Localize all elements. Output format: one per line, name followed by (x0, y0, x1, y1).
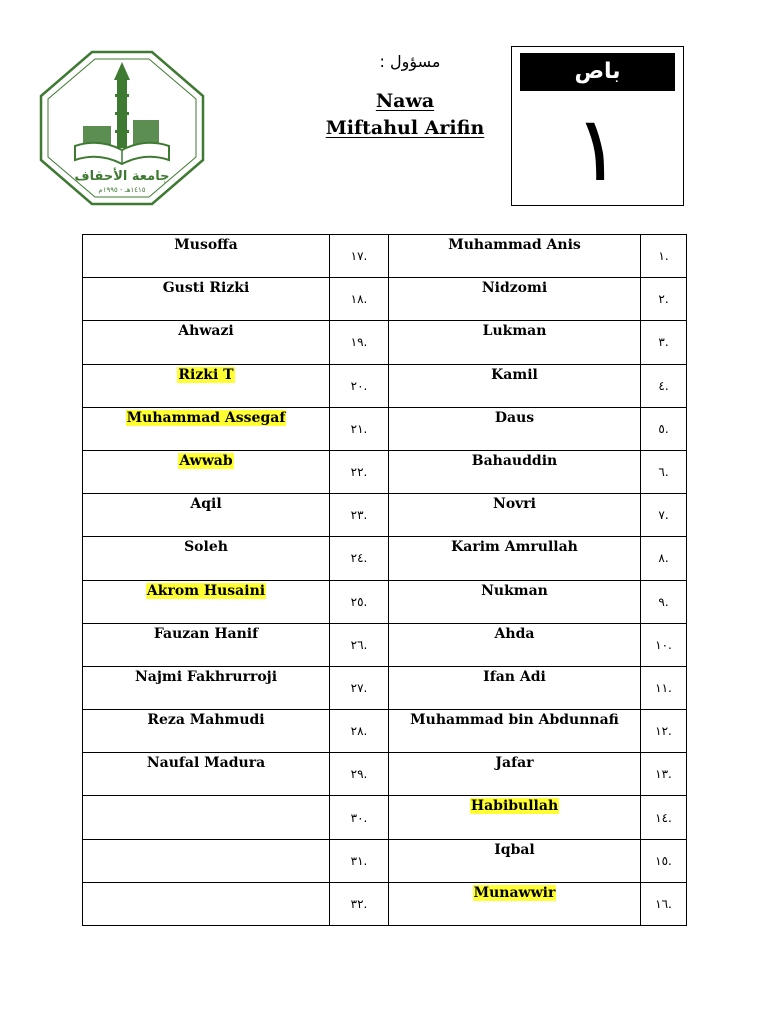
right-passenger-name: Nukman (481, 582, 548, 599)
table-row (83, 235, 687, 278)
left-passenger-name: Najmi Fakhrurroji (134, 668, 278, 685)
right-number-cell: .٦ (641, 450, 687, 493)
left-number-cell: .٣٠ (330, 796, 389, 839)
left-name-cell (83, 407, 330, 450)
left-passenger-name: Naufal Madura (146, 755, 266, 772)
left-number-cell: .٢٨ (330, 710, 389, 753)
left-name-cell (83, 494, 330, 537)
right-passenger-name: Iqbal (494, 841, 535, 858)
left-passenger-name: Awwab (179, 452, 233, 469)
right-number-cell: .٣ (641, 321, 687, 364)
leader-names (280, 88, 530, 142)
right-number-cell: .١٤ (641, 796, 687, 839)
left-passenger-name: Musoffa (174, 237, 238, 253)
table-row (83, 623, 687, 666)
right-passenger-name: Novri (493, 496, 536, 513)
left-name-cell (83, 580, 330, 623)
right-number-cell: .٨ (641, 537, 687, 580)
left-name-cell (83, 710, 330, 753)
right-passenger-name: Daus (494, 409, 535, 426)
table-row (83, 407, 687, 450)
right-name-cell (389, 753, 641, 796)
left-number-cell: .١٧ (330, 235, 389, 278)
right-number-cell: .١١ (641, 666, 687, 709)
table-row (83, 580, 687, 623)
passenger-roster-table (82, 234, 687, 926)
right-name-cell (389, 710, 641, 753)
right-number-cell: .١٣ (641, 753, 687, 796)
right-name-cell (389, 494, 641, 537)
right-name-cell (389, 882, 641, 925)
right-number-cell: .١ (641, 235, 687, 278)
right-name-cell (389, 839, 641, 882)
left-passenger-name: Aqil (190, 496, 222, 513)
bus-number-box (511, 46, 684, 206)
right-name-cell (389, 537, 641, 580)
right-passenger-name: Jafar (495, 755, 534, 772)
leader-name-2: Miftahul Arifin (325, 117, 485, 139)
table-row (83, 537, 687, 580)
left-number-cell: .٢٣ (330, 494, 389, 537)
left-number-cell: .٢٦ (330, 623, 389, 666)
left-number-cell: .١٩ (330, 321, 389, 364)
right-passenger-name: Ahda (494, 625, 535, 642)
table-row (83, 321, 687, 364)
bus-label: باص (520, 53, 675, 91)
right-passenger-name: Bahauddin (471, 452, 558, 469)
left-passenger-name: Rizki T (178, 366, 234, 383)
left-passenger-name: Soleh (184, 539, 228, 556)
left-number-cell: .٣١ (330, 839, 389, 882)
left-name-cell (83, 882, 330, 925)
left-name-cell (83, 364, 330, 407)
left-name-cell (83, 235, 330, 278)
right-passenger-name: Lukman (482, 323, 547, 340)
responsible-label: مسؤول : (379, 52, 441, 71)
right-name-cell (389, 666, 641, 709)
left-name-cell (83, 666, 330, 709)
left-number-cell: .٢٢ (330, 450, 389, 493)
left-number-cell: .١٨ (330, 278, 389, 321)
right-number-cell: .١٠ (641, 623, 687, 666)
right-passenger-name: Nidzomi (481, 280, 548, 297)
right-name-cell (389, 450, 641, 493)
left-passenger-name: Ahwazi (178, 323, 234, 340)
left-name-cell (83, 839, 330, 882)
table-row (83, 494, 687, 537)
seal-lettering: جامعة الأحقاف (74, 169, 170, 184)
university-seal-logo (39, 50, 205, 206)
left-number-cell: .٢٥ (330, 580, 389, 623)
right-name-cell (389, 278, 641, 321)
right-name-cell (389, 580, 641, 623)
table-row (83, 450, 687, 493)
right-name-cell (389, 235, 641, 278)
right-passenger-name: Karim Amrullah (451, 539, 578, 556)
right-name-cell (389, 623, 641, 666)
table-row (83, 839, 687, 882)
table-row (83, 666, 687, 709)
right-passenger-name: Ifan Adi (483, 668, 546, 685)
right-passenger-name: Habibullah (470, 798, 559, 815)
right-name-cell (389, 364, 641, 407)
right-passenger-name: Muhammad bin Abdunnafi (410, 712, 619, 729)
left-passenger-name: Gusti Rizki (162, 280, 250, 297)
left-name-cell (83, 623, 330, 666)
table-row (83, 710, 687, 753)
table-row (83, 796, 687, 839)
left-name-cell (83, 753, 330, 796)
left-name-cell (83, 537, 330, 580)
right-number-cell: .٤ (641, 364, 687, 407)
bus-number: ١ (573, 97, 622, 202)
right-passenger-name: Munawwir (473, 884, 556, 901)
left-number-cell: .٣٢ (330, 882, 389, 925)
leader-name-1: Nawa (375, 90, 435, 112)
left-number-cell: .٢٤ (330, 537, 389, 580)
left-number-cell: .٢٩ (330, 753, 389, 796)
table-row (83, 364, 687, 407)
right-name-cell (389, 407, 641, 450)
right-number-cell: .٥ (641, 407, 687, 450)
right-number-cell: .٢ (641, 278, 687, 321)
right-number-cell: .١٢ (641, 710, 687, 753)
left-passenger-name: Reza Mahmudi (147, 712, 265, 729)
left-number-cell: .٢١ (330, 407, 389, 450)
left-passenger-name: Akrom Husaini (146, 582, 266, 599)
table-row (83, 753, 687, 796)
left-passenger-name: Muhammad Assegaf (126, 409, 286, 426)
svg-text:١٤١٥هـ - ١٩٩٥م: ١٤١٥هـ - ١٩٩٥م (98, 186, 146, 194)
left-name-cell (83, 450, 330, 493)
left-number-cell: .٢٠ (330, 364, 389, 407)
left-name-cell (83, 796, 330, 839)
right-name-cell (389, 321, 641, 364)
right-number-cell: .١٦ (641, 882, 687, 925)
left-passenger-name: Fauzan Hanif (153, 625, 259, 642)
right-name-cell (389, 796, 641, 839)
left-name-cell (83, 321, 330, 364)
right-number-cell: .٧ (641, 494, 687, 537)
left-number-cell: .٢٧ (330, 666, 389, 709)
right-passenger-name: Kamil (491, 366, 538, 383)
right-number-cell: .١٥ (641, 839, 687, 882)
roster-body (83, 235, 687, 926)
left-name-cell (83, 278, 330, 321)
right-number-cell: .٩ (641, 580, 687, 623)
right-passenger-name: Muhammad Anis (448, 237, 581, 253)
table-row (83, 278, 687, 321)
table-row (83, 882, 687, 925)
